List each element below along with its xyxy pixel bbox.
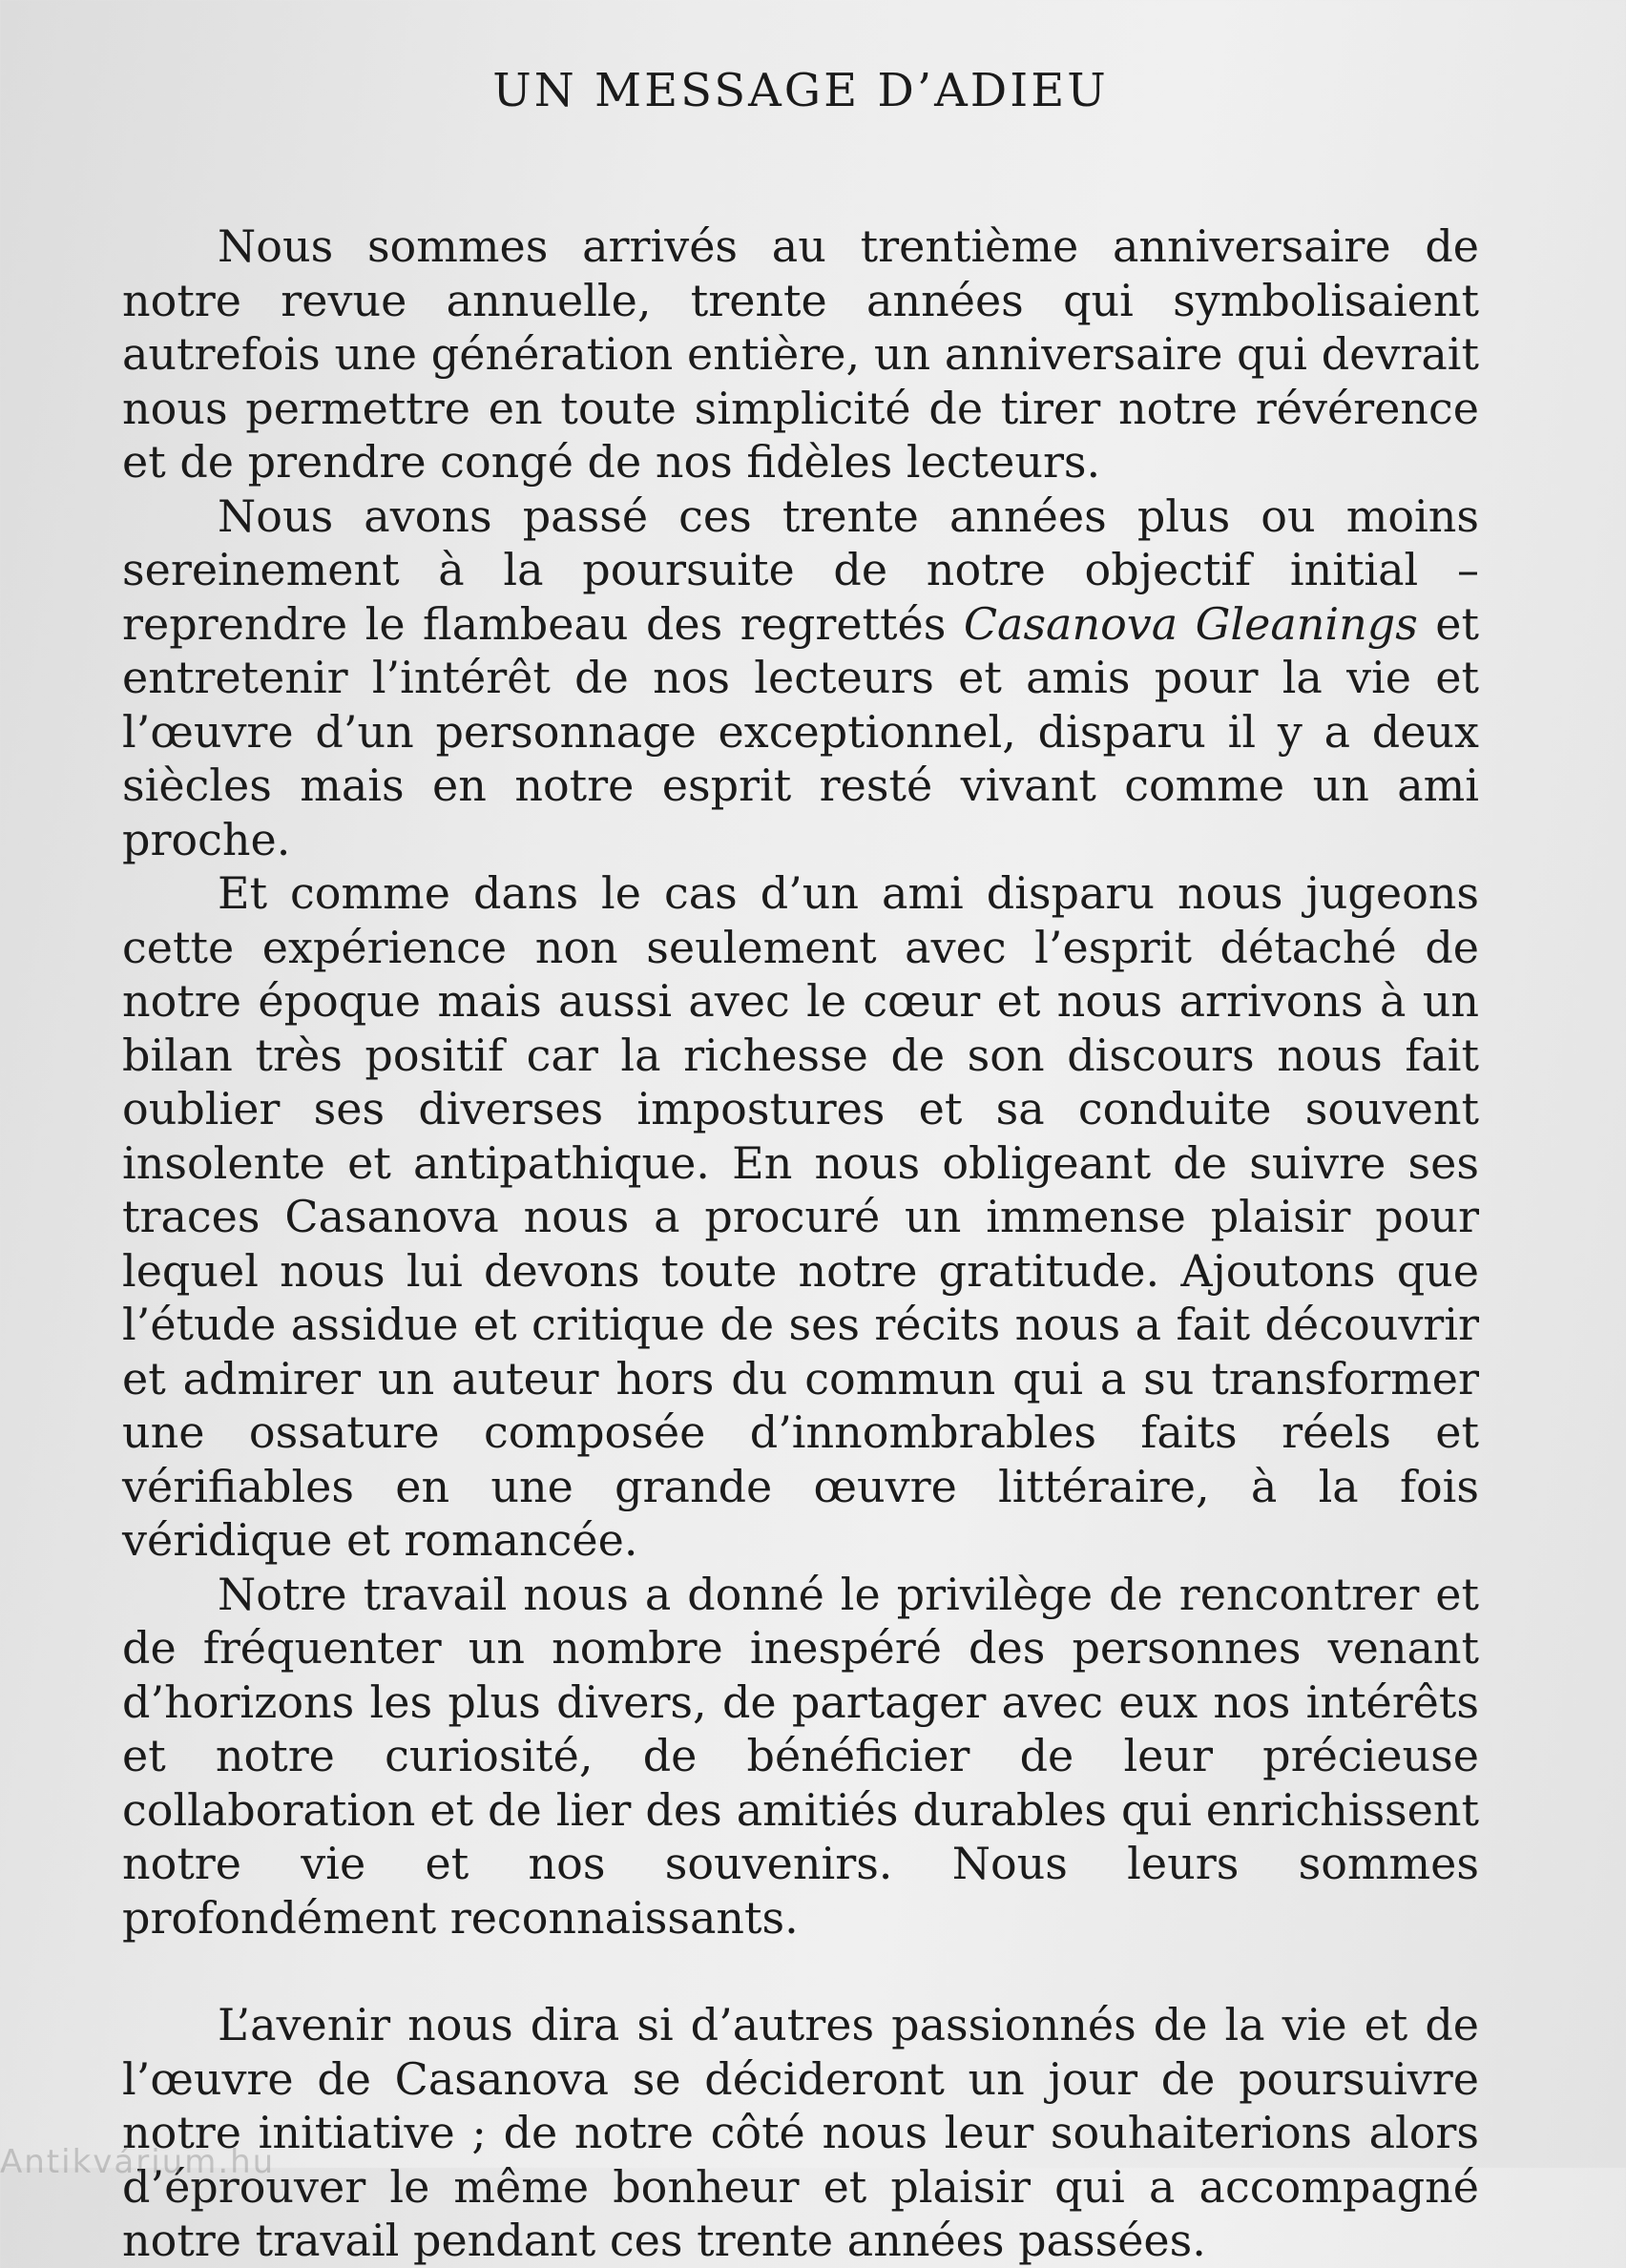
paragraph-4: Notre travail nous a donné le privilège de rencontrer et de fréquenter un nombre inespéré des personnes venant d’horizons les plus divers, de partager avec eux nos intérêts et notre curiosité, de bénéficier de leur précieuse collaboration et de lier des amitiés durables qui enrichissent notre vie et nos souvenirs. Nous leurs sommes profondément reconnaissants. [122, 1568, 1479, 1944]
paragraph-2-italic-title: Casanova Gleanings [963, 597, 1418, 650]
document-title: UN MESSAGE D’ADIEU [492, 64, 1109, 117]
paragraph-2 [122, 489, 1479, 867]
paragraph-5: L’avenir nous dira si d’autres passionnés de la vie et de l’œuvre de Casanova se décideront un jour de poursuivre notre initiative ; de notre côté nous leur souhaiterions alors d’éprouver le même bonheur et plaisir qui a accompagné notre travail pendant ces trente années passées. [122, 1999, 1479, 2266]
paragraph-2-after: et entretenir l’intérêt de nos lecteurs et amis pour la vie et l’œuvre d’un personnage exceptionnel, disparu il y a deux siècles mais en notre esprit resté vivant comme un ami proche. [122, 597, 1479, 865]
paragraph-3: Et comme dans le cas d’un ami disparu nous jugeons cette expérience non seulement avec l’esprit détaché de notre époque mais aussi avec le cœur et nous arrivons à un bilan très positif car la richesse de son discours nous fait oublier ses diverses impostures et sa conduite souvent insolente et antipathique. En nous obligeant de suivre ses traces Casanova nous a procuré un immense plaisir pour lequel nous lui devons toute notre gratitude. Ajoutons que l’étude assidue et critique de ses récits nous a fait découvrir et admirer un auteur hors du commun qui a su transformer une ossature composée d’innombrables faits réels et vérifiables en une grande œuvre littéraire, à la fois véridique et romancée. [122, 867, 1479, 1566]
paragraph-1: Nous sommes arrivés au trentième anniversaire de notre revue annuelle, trente années qui symbolisaient autrefois une génération entière, un anniversaire qui devrait nous permettre en toute simplicité de tirer notre révérence et de prendre congé de nos fidèles lecteurs. [122, 220, 1479, 488]
document-page [122, 57, 1479, 2268]
paragraph-2-before: Nous avons passé ces trente années plus ou moins sereinement à la poursuite de notre objectif initial – reprendre le flambeau des regrettés [122, 489, 1479, 650]
watermark: Antikvárium.hu [0, 2143, 276, 2181]
